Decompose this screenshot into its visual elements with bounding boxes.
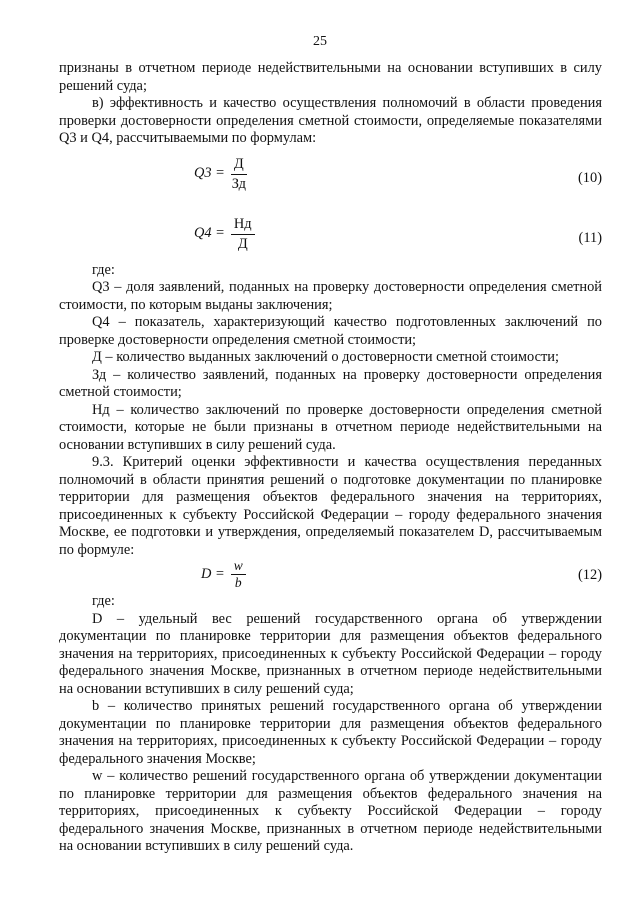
definition-d: Д – количество выданных заключений о достоверности сметной стоимости;: [92, 349, 559, 365]
document-body: [59, 60, 602, 856]
formula-11-denominator: Д: [237, 235, 248, 252]
formula-10: [59, 148, 602, 206]
paragraph-9-3: 9.3. Критерий оценки эффективности и качества осуществления переданных полномочий в области принятия решений о подготовке документации по планировке территории для размещения объектов федерального значения на территориях, присоединенных к субъекту Российской Федерации – городу федерального значения Москве, ее подготовки и утверждения, определяемый показателем D, рассчитываемым по формуле:: [59, 454, 602, 558]
formula-11-lhs: Q4 =: [194, 225, 225, 242]
formula-10-expression: [194, 156, 247, 193]
where-label-2: где:: [92, 593, 115, 609]
definition-nd: Нд – количество заключений по проверке достоверности определения сметной стоимости, которые не были признаны в отчетном периоде недействительными на основании вступивших в силу решений суда.: [59, 401, 602, 453]
definition-q4: Q4 – показатель, характеризующий качество подготовленных заключений по проверке достоверности определения сметной стоимости;: [59, 314, 602, 348]
formula-12-numerator: w: [231, 559, 246, 575]
formula-10-number: (10): [578, 169, 602, 186]
formula-12: [59, 559, 602, 593]
formula-11-expression: [194, 216, 255, 253]
formula-10-denominator: Зд: [231, 175, 246, 192]
formula-11-number: (11): [578, 229, 602, 246]
paragraph-continuation: признаны в отчетном периоде недействительными на основании вступивших в силу решений суда;: [59, 60, 602, 94]
formula-12-number: (12): [578, 567, 602, 583]
formula-10-lhs: Q3 =: [194, 165, 225, 182]
definition-zd: Зд – количество заявлений, поданных на проверку достоверности определения сметной стоимости;: [59, 366, 602, 400]
formula-11-fraction: [231, 216, 255, 253]
definition-D: D – удельный вес решений государственного органа об утверждении документации по планировке территории для размещения объектов федерального значения на территориях, присоединенных к субъекту Российской Федерации – городу федерального значения Москве, признанных в отчетном периоде недействительными на основании вступивших в силу решений суда;: [59, 610, 602, 697]
definition-q3: Q3 – доля заявлений, поданных на проверку достоверности определения сметной стоимости, по которым выданы заключения;: [59, 279, 602, 313]
paragraph-item-v: в) эффективность и качество осуществления полномочий в области проведения проверки достоверности определения сметной стоимости, определяемые показателями Q3 и Q4, рассчитываемыми по формулам:: [59, 95, 602, 146]
formula-10-fraction: [231, 156, 247, 193]
formula-10-numerator: Д: [231, 156, 247, 175]
formula-11: [59, 206, 602, 262]
where-label-1: где:: [92, 261, 115, 278]
formula-12-denominator: b: [234, 575, 242, 590]
formula-12-expression: [201, 559, 246, 590]
formula-12-lhs: D =: [201, 565, 225, 582]
definition-b: b – количество принятых решений государственного органа об утверждении документации по планировке территории для размещения объектов федерального значения на территориях, присоединенных к субъекту Российской Федерации – городу федерального значения Москве;: [59, 698, 602, 767]
definition-w: w – количество решений государственного органа об утверждении документации по планировке территории для размещения объектов федерального значения на территориях, присоединенных к субъекту Российской Федерации – городу федерального значения Москве, признанных в отчетном периоде недействительными на основании вступивших в силу решений суда.: [59, 768, 602, 854]
page-number: 25: [313, 34, 327, 49]
formula-11-numerator: Нд: [231, 216, 255, 235]
formula-12-fraction: [231, 559, 246, 590]
